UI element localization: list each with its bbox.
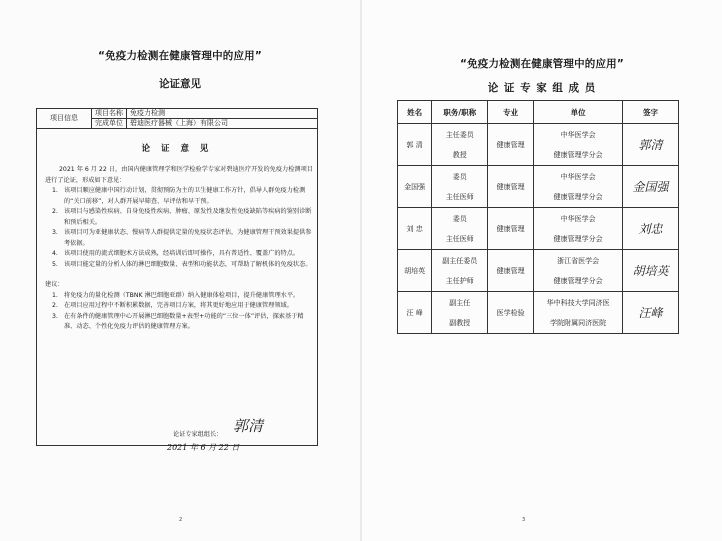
- expert-signature: 金国强: [623, 166, 679, 208]
- page-left: [0, 0, 360, 541]
- expert-signature: 胡培英: [623, 250, 679, 292]
- col-title: 职务/职称: [432, 101, 488, 124]
- expert-title: 副主任委员 主任护师: [432, 250, 488, 292]
- left-title: “免疫力检测在健康管理中的应用”: [97, 50, 262, 62]
- table-row: [398, 292, 679, 334]
- opinion-item: 3. 该项目可为亚健康状态、慢病等人群提供定量的免疫状态评估，为健康管理干预效果提供参考依据。: [52, 229, 312, 247]
- opinion-item: 4. 该项目使用的流式细胞术方法成熟，经培训后即可操作，具有普适性、覆盖广的特点。: [52, 250, 300, 257]
- expert-signature: 汪峰: [623, 292, 679, 334]
- col-major: 专业: [488, 101, 534, 124]
- project-info-table: [37, 109, 317, 129]
- signer-label: 论证专家组组长：: [173, 431, 223, 438]
- expert-unit: 华中科技大学同济医 学院附属同济医院: [534, 292, 623, 334]
- expert-title: 委员 主任医师: [432, 208, 488, 250]
- opinion-list: [45, 186, 313, 270]
- expert-major: 健康管理: [488, 208, 534, 250]
- expert-name: 汪 峰: [398, 292, 432, 334]
- info-label: 完成单位: [92, 119, 127, 129]
- col-unit: 单位: [534, 101, 623, 124]
- expert-title: 主任委员 教授: [432, 124, 488, 166]
- info-group-label: 项目信息: [37, 109, 92, 129]
- left-subtitle: 论证意见: [159, 78, 201, 90]
- suggestion-list: [45, 291, 313, 333]
- page-number: 2: [179, 517, 183, 523]
- expert-major: 健康管理: [488, 166, 534, 208]
- expert-title: 副主任 副教授: [432, 292, 488, 334]
- suggestions-label: 建议：: [45, 281, 64, 288]
- expert-name: 胡培英: [398, 250, 432, 292]
- opinion-body: [45, 165, 313, 333]
- expert-title: 委员 主任医师: [432, 166, 488, 208]
- opinion-item: 5. 该项目能定量的分析人体的淋巴细胞数量、表型和功能状态，可帮助了解机体的免疫状态。: [52, 260, 312, 268]
- info-value: 免疫力检测: [127, 109, 318, 119]
- expert-unit: 中华医学会 健康管理学分会: [534, 208, 623, 250]
- opinion-item: 1. 该项目顺应健康中国行动计划，贯彻预防为主的卫生健康工作方针，倡导人群免疫力检测的“关口前移”，对人群开展早筛查、早评估和早干预。: [52, 187, 306, 205]
- expert-name: 刘 忠: [398, 208, 432, 250]
- expert-major: 健康管理: [488, 124, 534, 166]
- expert-unit: 浙江省医学会 健康管理学分会: [534, 250, 623, 292]
- suggestion-item: 1. 将免疫力的量化检测（TBNK 淋巴细胞亚群）纳入健康体检项目，提升健康管理水平。: [52, 291, 300, 299]
- page-number: 3: [522, 517, 526, 523]
- experts-table: [397, 100, 679, 334]
- expert-unit: 中华医学会 健康管理学分会: [534, 124, 623, 166]
- expert-signature: 郭清: [623, 124, 679, 166]
- opinion-heading: 论 证 意 见: [141, 144, 213, 154]
- opinion-box: [36, 108, 318, 452]
- expert-name: 郭 清: [398, 124, 432, 166]
- info-label: 项目名称: [92, 109, 127, 119]
- col-name: 姓名: [398, 101, 432, 124]
- intro-paragraph: 2021 年 6 月 22 日，由国内健康管理学和医学检验学专家对碧迪医疗开发的免疫力检测项目进行了论证，形成如下意见：: [45, 166, 313, 184]
- table-row: [398, 250, 679, 292]
- table-row: [398, 124, 679, 166]
- info-value: 碧迪医疗器械（上海）有限公司: [127, 119, 318, 129]
- expert-unit: 中华医学会 健康管理学分会: [534, 166, 623, 208]
- expert-name: 金国强: [398, 166, 432, 208]
- suggestion-item: 3. 在有条件的健康管理中心开展淋巴细胞数量+表型+功能的“三位一体”评估，探索基于精准、动态、个性化免疫力评估的健康管理方案。: [52, 312, 304, 330]
- table-header-row: [398, 101, 679, 124]
- suggestion-item: 2. 在项目应用过程中不断积累数据，完善项目方案，将其更好地应用于健康管理领域。: [52, 302, 293, 309]
- leader-signature: 郭清: [233, 417, 264, 435]
- table-row: [398, 208, 679, 250]
- expert-major: 医学检验: [488, 292, 534, 334]
- right-title: “免疫力检测在健康管理中的应用”: [459, 58, 624, 70]
- table-row: [398, 166, 679, 208]
- col-signature: 签字: [623, 101, 679, 124]
- expert-signature: 刘忠: [623, 208, 679, 250]
- right-subtitle: 论 证 专 家 组 成 员: [487, 82, 597, 94]
- sign-date: 2021 年 6 月 22 日: [167, 443, 240, 452]
- expert-major: 健康管理: [488, 250, 534, 292]
- opinion-item: 2. 该项目与感染性疾病、自身免疫性疾病、肿瘤、原发性及继发性免疫缺陷等疾病的鉴别诊断和预后相关。: [52, 208, 312, 226]
